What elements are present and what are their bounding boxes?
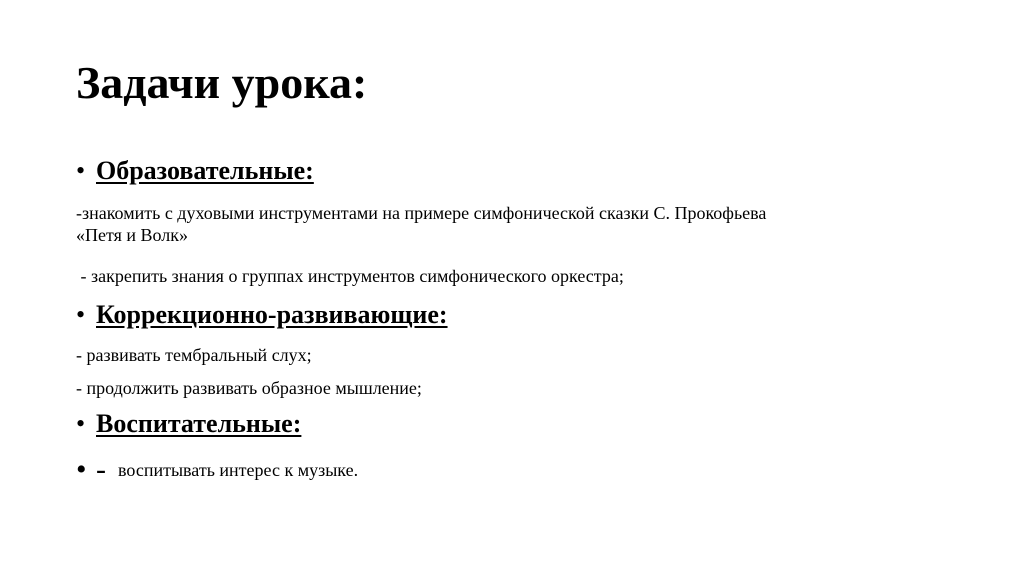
section-educational-heading: Образовательные: [96, 156, 314, 185]
list-item: -знакомить с духовыми инструментами на примере симфонической сказки С. Прокофьева [76, 203, 767, 223]
list-item: - закрепить знания о группах инструментов симфонического оркестра; [76, 266, 624, 286]
section-upbringing-heading: Воспитательные: [96, 409, 302, 438]
upbringing-item-row [76, 455, 358, 485]
slide-title: Задачи урока: [76, 57, 368, 108]
dash-mark: - [96, 453, 106, 486]
section-correctional-heading-row [76, 300, 448, 330]
list-item: - продолжить развивать образное мышление; [76, 378, 422, 398]
list-item: «Петя и Волк» [76, 225, 189, 245]
section-educational-heading-row [76, 156, 314, 186]
bullet-icon: • [76, 300, 86, 329]
bullet-icon: • [76, 409, 86, 438]
list-item: - развивать тембральный слух; [76, 345, 312, 365]
section-upbringing-heading-row [76, 409, 301, 439]
section-correctional-heading: Коррекционно-развивающие: [96, 300, 448, 329]
list-item: воспитывать интерес к музыке. [118, 460, 359, 480]
bullet-icon: • [76, 453, 87, 486]
bullet-icon: • [76, 156, 86, 185]
